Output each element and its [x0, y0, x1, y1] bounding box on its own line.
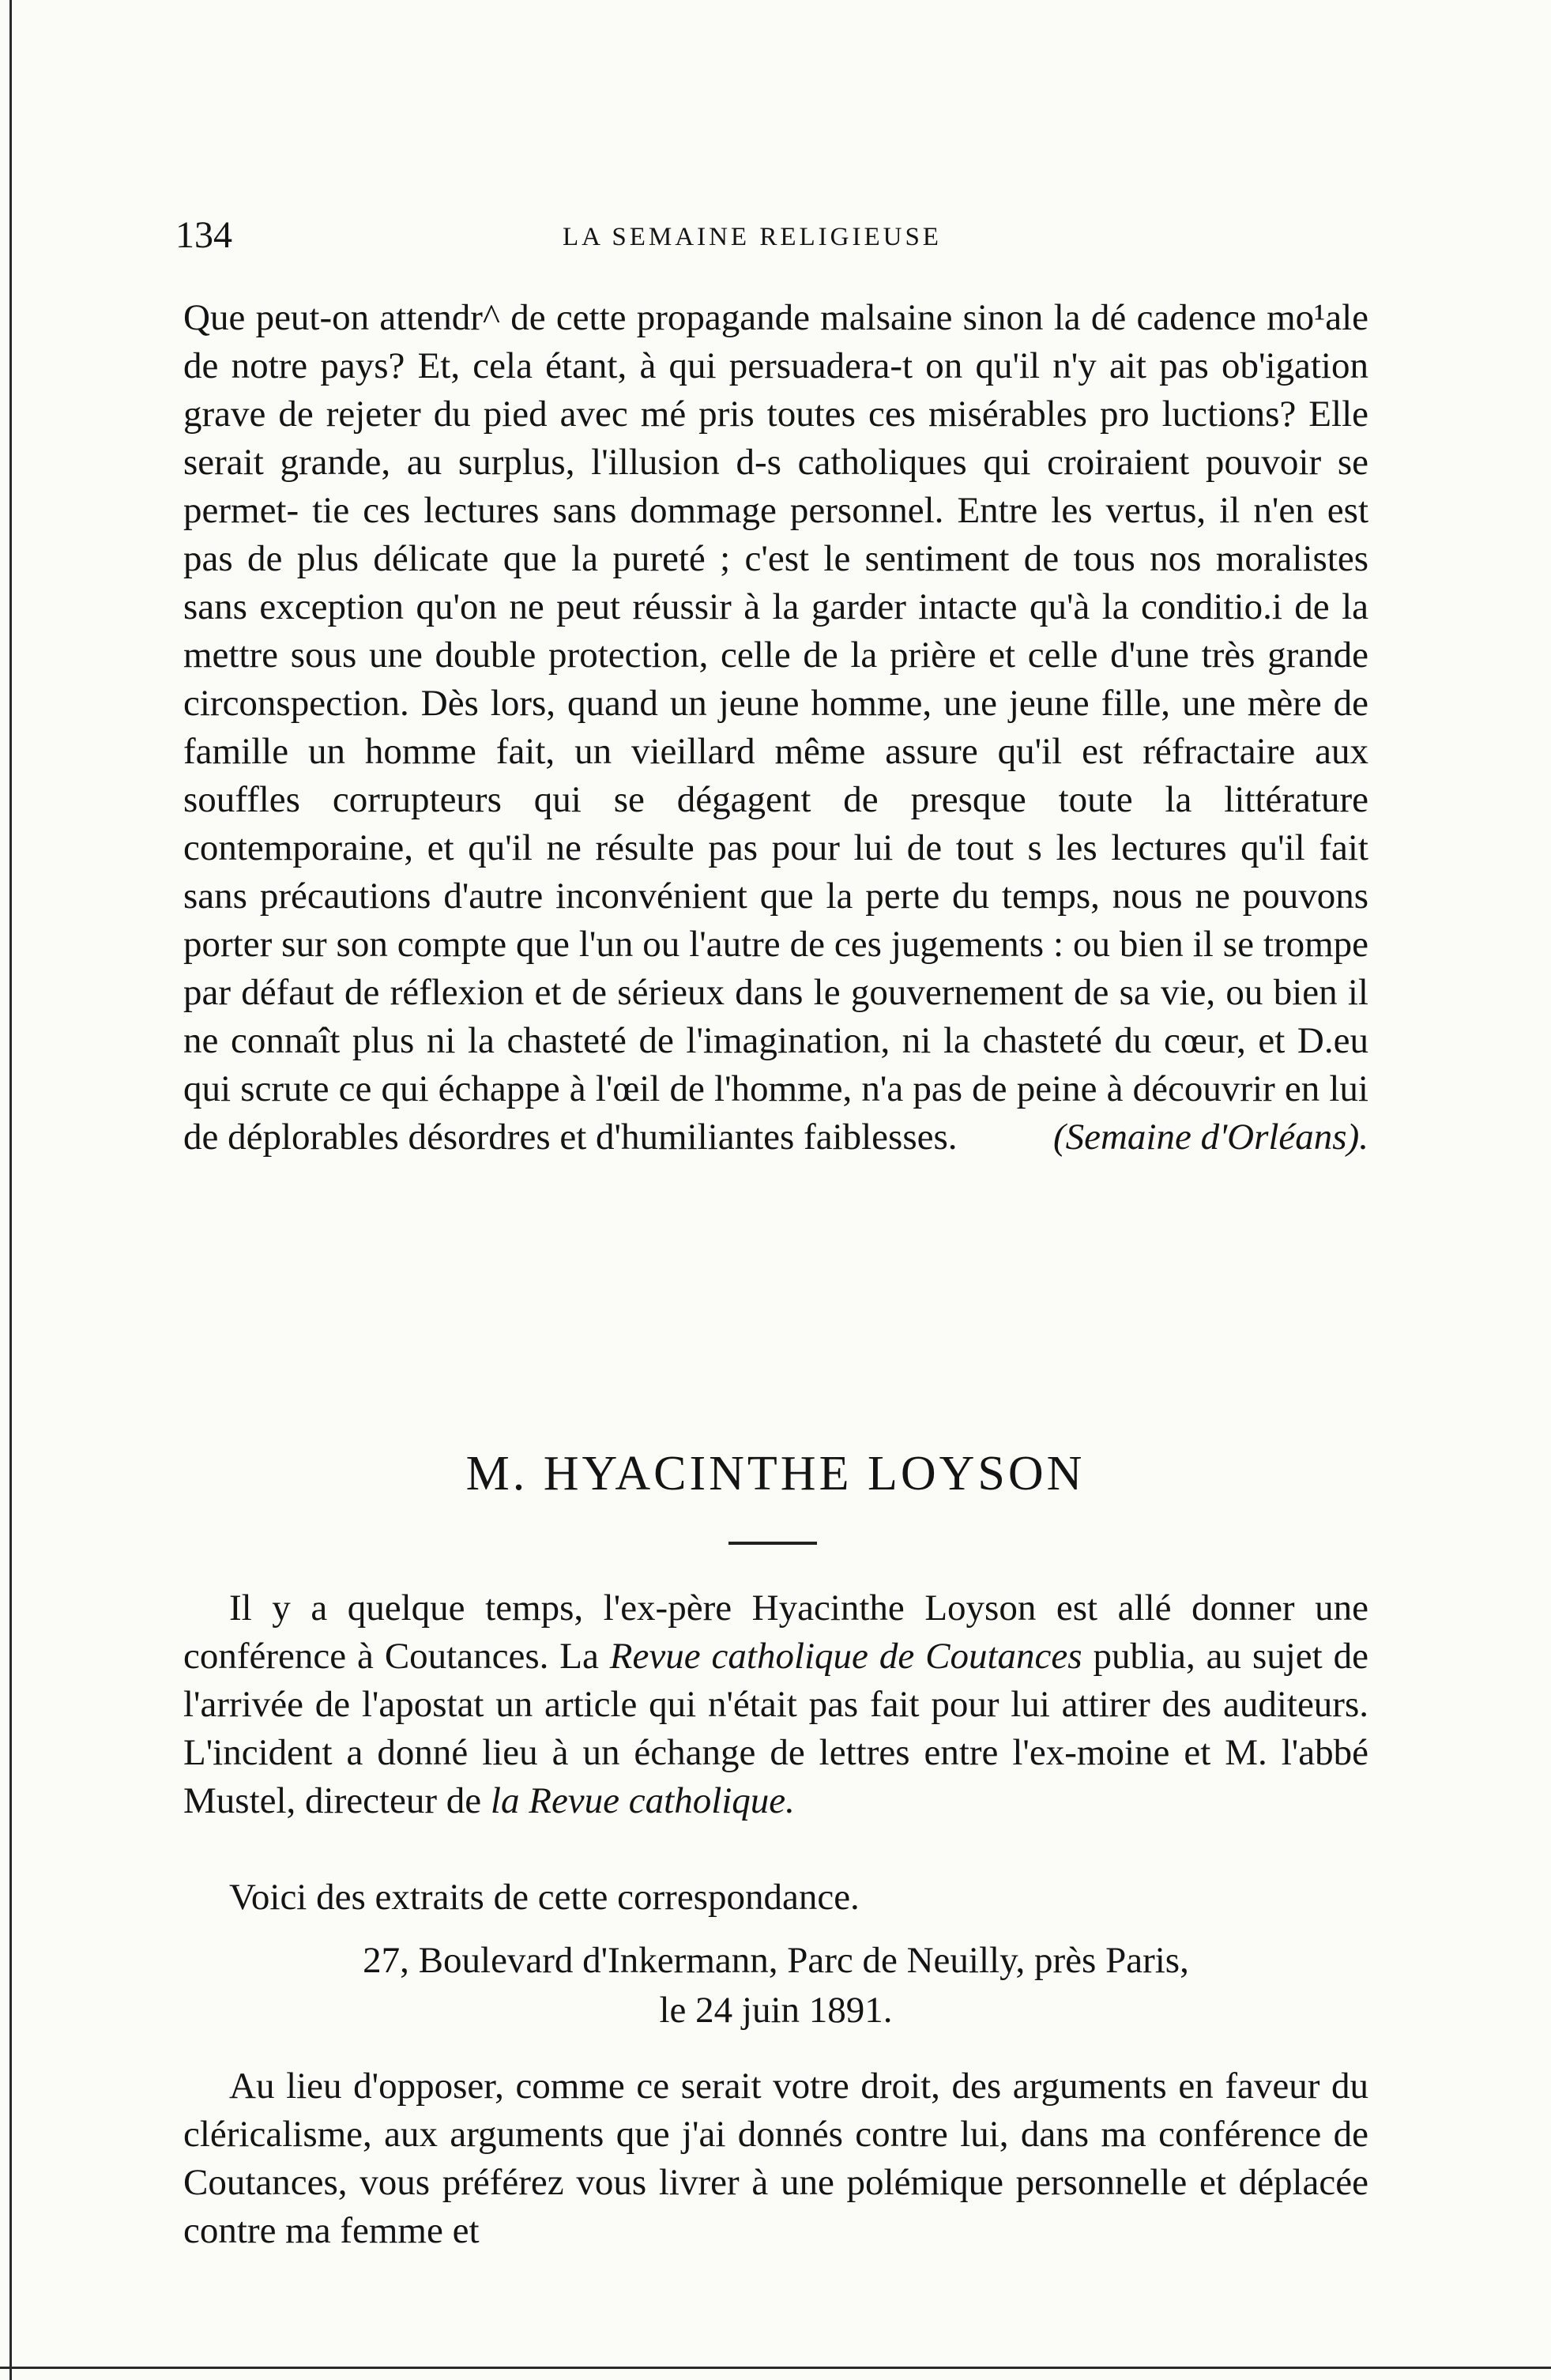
- paragraph-intro: [183, 1584, 1368, 1825]
- letter-address: 27, Boulevard d'Inkermann, Parc de Neuilly, près Paris,: [363, 1940, 1189, 1981]
- page-header: [175, 213, 1368, 261]
- journal-name-italic: Revue catholique de Coutances: [609, 1636, 1082, 1677]
- letter-body: Au lieu d'opposer, comme ce serait votre droit, des arguments en faveur du cléricalisme, aux arguments que j'ai donnés contre lui, dans ma conférence de Coutances, vous préférez vous livrer à une polémique personnelle et déplacée contre ma femme et: [183, 2066, 1368, 2251]
- letter-date: le 24 juin 1891.: [659, 1990, 893, 2031]
- article-title: M. HYACINTHE LOYSON: [465, 1447, 1086, 1501]
- running-head: LA SEMAINE RELIGIEUSE: [563, 223, 942, 251]
- article-body-1: [183, 294, 1368, 1162]
- journal-name-italic-2: la Revue catholique.: [490, 1780, 795, 1821]
- source-citation: (Semaine d'Orléans).: [1052, 1117, 1368, 1158]
- paragraph-extracts: Voici des extraits de cette correspondance.: [229, 1877, 860, 1918]
- page-bottom-rule: [0, 2367, 1551, 2369]
- page-number: 134: [175, 214, 232, 256]
- paragraph-intro-part-c: publia, au sujet de l'arrivée de l'apostat un article qui n'était pas fait pour lui attirer des auditeurs. L'incident a donné lieu à un échange de lettres entre l'ex-moine et M. l'abbé Mustel, directeur de: [183, 1636, 1369, 1821]
- title-divider: [728, 1542, 817, 1545]
- page-edge-rule: [9, 0, 12, 2380]
- article-body-1-text: Que peut-on attendr^ de cette propagande malsaine sinon la dé cadence mo¹ale de notre pays? Et, cela étant, à qui persuadera-t on qu'il n'y ait pas ob'igation grave de rejeter du pied avec mé pris toutes ces misérables pro luctions? Elle serait grande, au surplus, l'illusion d-s catholiques qui croiraient pouvoir se permet- tie ces lectures sans dommage personnel. Entre les vertus, il n'en est pas de plus délicate que la pureté ; c'est le sentiment de tous nos moralistes sans exception qu'on ne peut réussir à la garder intacte qu'à la conditio.i de la mettre sous une double protection, celle de la prière et celle d'une très grande circonspection. Dès lors, quand un jeune homme, une jeune fille, une mère de famille un homme fait, un vieillard même assure qu'il est réfractaire aux souffles corrupteurs qui se dégagent de presque toute la littérature contemporaine, et qu'il ne résulte pas pour lui de tout s les lectures qu'il fait sans précautions d'autre inconvénient que la perte du temps, nous ne pouvons porter sur son compte que l'un ou l'autre de ces jugements : ou bien il se trompe par défaut de réflexion et de sérieux dans le gouvernement de sa vie, ou bien il ne connaît plus ni la chasteté de l'imagination, ni la chasteté du cœur, et D.eu qui scrute ce qui échappe à l'œil de l'homme, n'a pas de peine à découvrir en lui de déplorables désordres et d'humiliantes faiblesses.: [183, 297, 1368, 1158]
- paragraph-intro-part-a: Il y a quelque temps, l'ex-père Hyacinthe Loyson est allé donner une conférence à Coutances. La: [183, 1587, 1368, 1677]
